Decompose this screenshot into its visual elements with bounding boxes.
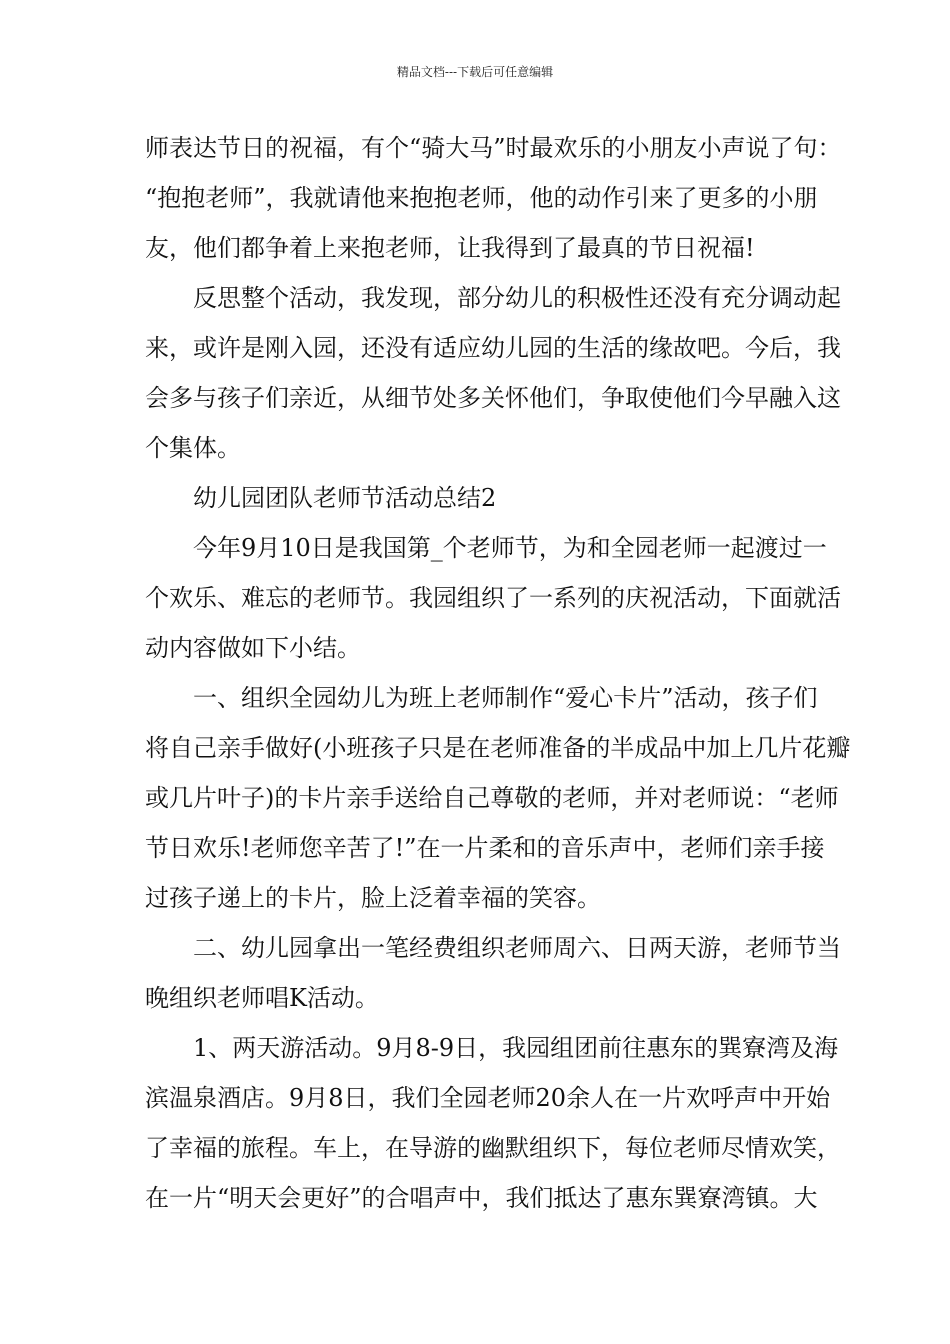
text-line: 友，他们都争着上来抱老师，让我得到了最真的节日祝福! bbox=[145, 234, 755, 262]
text-line: 滨温泉酒店。9月8日，我们全园老师20余人在一片欢呼声中开始 bbox=[145, 1084, 831, 1112]
text-line: 了幸福的旅程。车上，在导游的幽默组织下，每位老师尽情欢笑， bbox=[145, 1134, 841, 1162]
paragraph-first-line: 一、组织全园幼儿为班上老师制作“爱心卡片”活动，孩子们 bbox=[193, 684, 818, 712]
paragraph-first-line: 二、幼儿园拿出一笔经费组织老师周六、日两天游，老师节当 bbox=[193, 934, 841, 962]
text-line: 来，或许是刚入园，还没有适应幼儿园的生活的缘故吧。今后，我 bbox=[145, 334, 841, 362]
text-line: 个欢乐、难忘的老师节。我园组织了一系列的庆祝活动，下面就活 bbox=[145, 584, 841, 612]
document-body bbox=[145, 123, 851, 1223]
page-header: 精品文档---下载后可任意编辑 bbox=[396, 65, 554, 79]
text-line: 或几片叶子)的卡片亲手送给自己尊敬的老师，并对老师说：“老师 bbox=[145, 784, 839, 812]
text-line: 在一片“明天会更好”的合唱声中，我们抵达了惠东巽寮湾镇。大 bbox=[145, 1184, 818, 1212]
paragraph-first-line: 1、两天游活动。9月8-9日，我园组团前往惠东的巽寮湾及海 bbox=[193, 1034, 839, 1062]
text-line: 动内容做如下小结。 bbox=[145, 634, 361, 662]
text-line: 将自己亲手做好(小班孩子只是在老师准备的半成品中加上几片花瓣 bbox=[145, 734, 851, 762]
paragraph-first-line: 今年9月10日是我国第_个老师节，为和全园老师一起渡过一 bbox=[193, 534, 827, 562]
text-line: 晚组织老师唱K活动。 bbox=[145, 984, 379, 1012]
text-line: 会多与孩子们亲近，从细节处多关怀他们，争取使他们今早融入这 bbox=[145, 384, 841, 412]
paragraph-first-line: 反思整个活动，我发现，部分幼儿的积极性还没有充分调动起 bbox=[193, 284, 841, 312]
section-heading: 幼儿园团队老师节活动总结2 bbox=[193, 484, 497, 512]
text-line: 师表达节日的祝福，有个“骑大马”时最欢乐的小朋友小声说了句： bbox=[145, 134, 842, 162]
text-line: 个集体。 bbox=[145, 434, 241, 462]
text-line: “抱抱老师”，我就请他来抱抱老师，他的动作引来了更多的小朋 bbox=[145, 184, 818, 212]
text-line: 过孩子递上的卡片，脸上泛着幸福的笑容。 bbox=[145, 884, 601, 912]
text-line: 节日欢乐!老师您辛苦了!”在一片柔和的音乐声中，老师们亲手接 bbox=[145, 834, 825, 862]
